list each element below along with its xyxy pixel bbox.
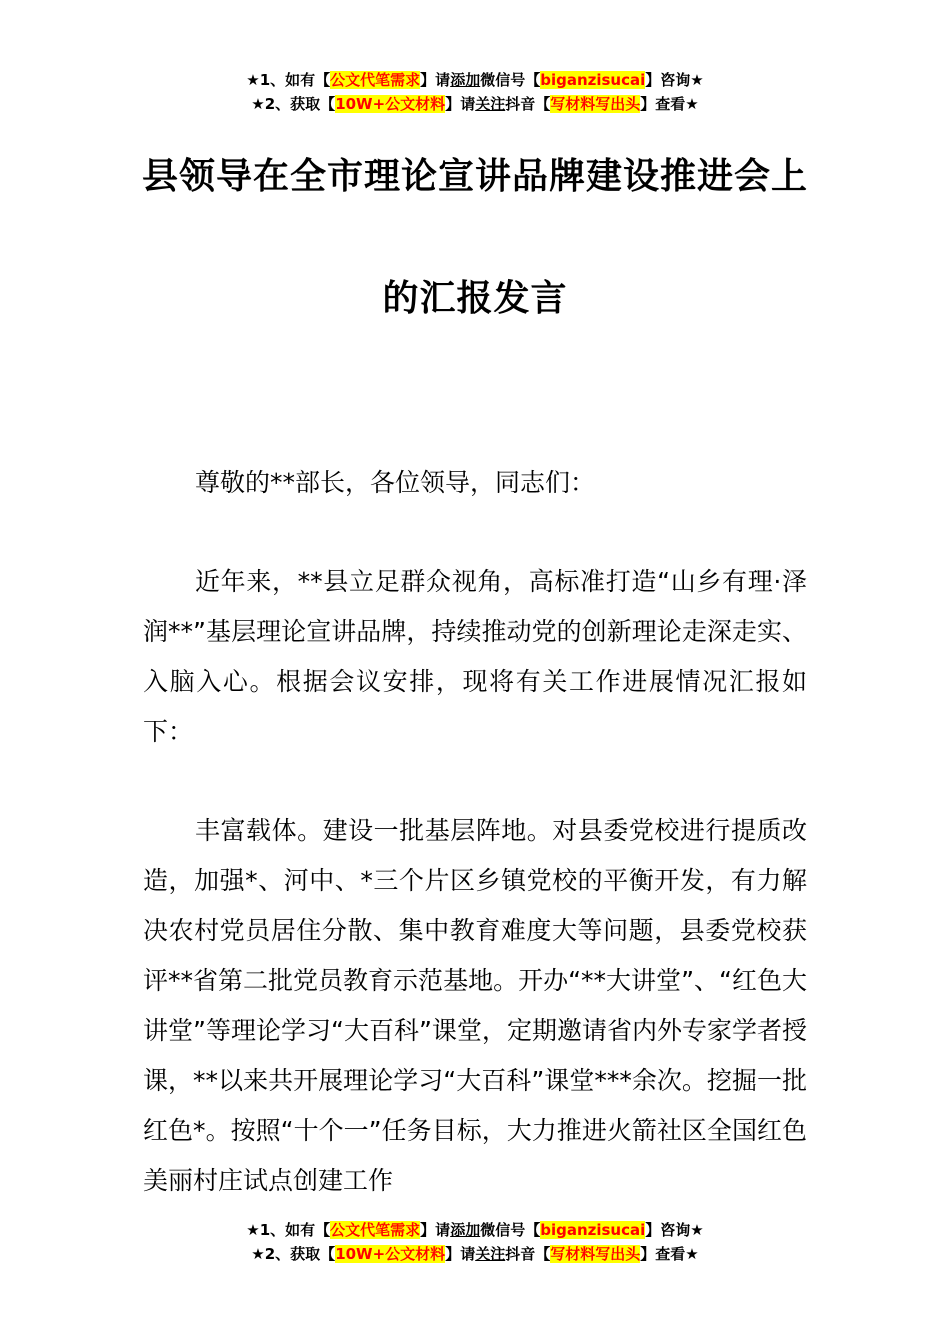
banner-highlight: 公文代笔需求: [330, 1221, 421, 1239]
banner-text: 】请: [420, 71, 451, 89]
banner-text: 】查看★: [640, 95, 699, 113]
banner-text: ★1、如有【: [246, 1221, 331, 1239]
banner-underlined: 关注: [475, 1245, 506, 1263]
banner-text: 微信号【: [480, 1221, 541, 1239]
paragraph-body: 丰富载体。建设一批基层阵地。对县委党校进行提质改造，加强*、河中、*三个片区乡镇党校的平衡开发，有力解决农村党员居住分散、集中教育难度大等问题，县委党校获评**省第二批党员教育示范基地。开办“**大讲堂”、“红色大讲堂”等理论学习“大百科”课堂，定期邀请省内外专家学者授课，**以来共开展理论学习“大百科”课堂***余次。挖掘一批红色*。按照“十个一”任务目标，大力推进火箭社区全国红色美丽村庄试点创建工作: [143, 816, 807, 1195]
banner-highlight: 写材料写出头: [550, 95, 641, 113]
banner-text: 】查看★: [640, 1245, 699, 1263]
banner-text: 微信号【: [480, 71, 541, 89]
footer-banner: [0, 1218, 950, 1266]
header-banner: [0, 68, 950, 116]
banner-line-2: [0, 92, 950, 116]
banner-highlight: biganzisucai: [540, 1221, 646, 1239]
banner-highlight: 公文代笔需求: [330, 71, 421, 89]
banner-line-1: [0, 1218, 950, 1242]
banner-highlight: 10W+公文材料: [335, 1245, 446, 1263]
banner-text: 抖音【: [505, 95, 551, 113]
banner-line-2: [0, 1242, 950, 1266]
banner-text: 】咨询★: [645, 71, 704, 89]
banner-text: 】请: [445, 95, 476, 113]
banner-text: ★1、如有【: [246, 71, 331, 89]
banner-text: 】咨询★: [645, 1221, 704, 1239]
banner-underlined: 添加: [450, 71, 481, 89]
banner-underlined: 添加: [450, 1221, 481, 1239]
paragraph-intro: 近年来，**县立足群众视角，高标准打造“山乡有理·泽润**”基层理论宣讲品牌，持续推动党的创新理论走深走实、入脑入心。根据会议安排，现将有关工作进展情况汇报如下：: [143, 567, 807, 746]
banner-highlight: biganzisucai: [540, 71, 646, 89]
document-title-line-1: 县领导在全市理论宣讲品牌建设推进会上: [141, 156, 808, 197]
banner-text: ★2、获取【: [251, 1245, 336, 1263]
banner-line-1: [0, 68, 950, 92]
greeting: 尊敬的**部长，各位领导，同志们：: [195, 468, 596, 497]
banner-text: ★2、获取【: [251, 95, 336, 113]
document-title-line-2: 的汇报发言: [382, 278, 568, 319]
banner-highlight: 10W+公文材料: [335, 95, 446, 113]
banner-text: 】请: [445, 1245, 476, 1263]
banner-underlined: 关注: [475, 95, 506, 113]
banner-highlight: 写材料写出头: [550, 1245, 641, 1263]
banner-text: 】请: [420, 1221, 451, 1239]
banner-text: 抖音【: [505, 1245, 551, 1263]
